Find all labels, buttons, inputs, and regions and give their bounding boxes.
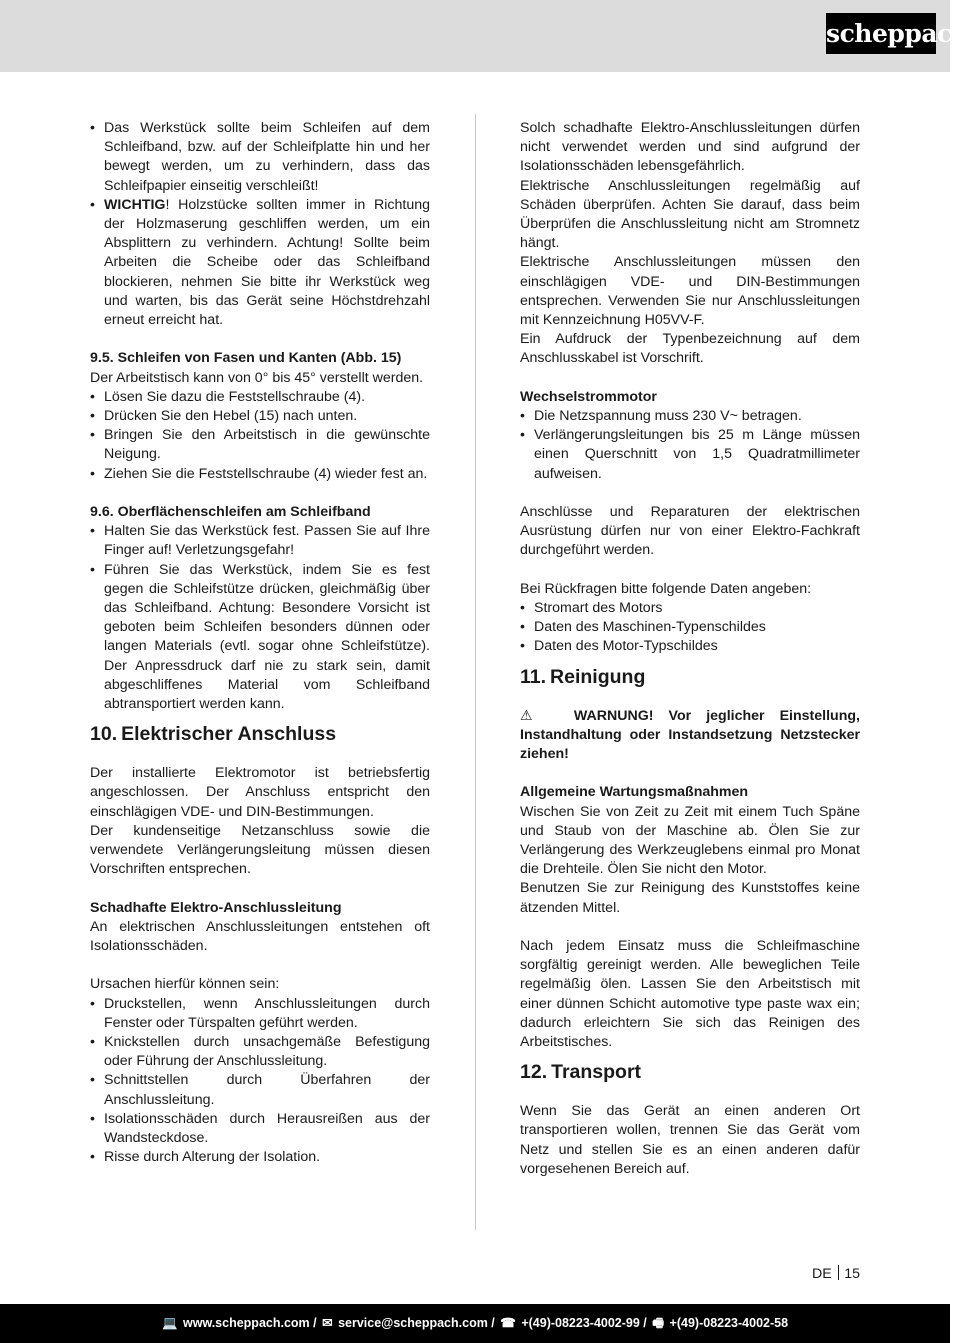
damaged-cable-title: Schadhafte Elektro-Anschlussleitung (90, 899, 342, 916)
section-10-paragraph: Der installierte Elektromotor ist betriebsfertig angeschlossen. Der Anschluss entspricht den einschlägigen VDE- und DIN-Bestimmungen. (90, 765, 430, 820)
cable-paragraph: Ein Aufdruck der Typenbezeichnung auf dem Anschlusskabel ist Vorschrift. (520, 331, 860, 367)
website-link[interactable]: www.scheppach.com / (183, 1316, 317, 1330)
list-item: • Die Netzspannung muss 230 V~ betragen. (520, 407, 860, 426)
query-intro: Bei Rückfragen bitte folgende Daten angeben: (520, 580, 812, 597)
section-9-5-intro: Der Arbeitstisch kann von 0° bis 45° verstellt werden. (90, 369, 424, 386)
cable-paragraph: Elektrische Anschlussleitungen müssen den einschlägigen VDE- und DIN-Bestimmungen entsprechen. Verwenden Sie nur Anschlussleitungen mit Kennzeichnung H05VV-F. (520, 254, 860, 329)
list-item: • Stromart des Motors (520, 599, 860, 618)
section-11-number: 11. (520, 665, 547, 688)
column-divider (475, 114, 476, 1230)
list-item: • Ziehen Sie die Feststellschraube (4) wieder fest an. (90, 465, 430, 484)
fax-icon: 🖷 (652, 1316, 665, 1330)
list-item: • Daten des Motor-Typschildes (520, 637, 860, 656)
list-item: • Bringen Sie den Arbeitstisch in die gewünschte Neigung. (90, 426, 430, 464)
email-link[interactable]: service@scheppach.com / (338, 1316, 495, 1330)
list-item: • Schnittstellen durch Überfahren der Anschlussleitung. (90, 1071, 430, 1109)
list-item: • Verlängerungsleitungen bis 25 m Länge müssen einen Querschnitt von 1,5 Quadratmillimeter aufweisen. (520, 426, 860, 484)
warning-text: ⚠ WARNUNG! Vor jeglicher Einstellung, Instandhaltung oder Instandsetzung Netzstecker ziehen! (520, 707, 860, 763)
section-11-heading (520, 664, 860, 690)
list-item: • Isolationsschäden durch Herausreißen aus der Wandsteckdose. (90, 1110, 430, 1148)
section-9-6-list (90, 522, 430, 714)
fax-number: +(49)-08223-4002-58 (669, 1316, 789, 1330)
cable-paragraph: Elektrische Anschlussleitungen regelmäßig auf Schäden überprüfen. Achten Sie darauf, dass beim Überprüfen die Anschlussleitung nicht am Stromnetz hängt. (520, 177, 860, 252)
section-12-heading (520, 1059, 860, 1085)
list-item: • WICHTIG! Holzstücke sollten immer in Richtung der Holzmaserung geschliffen werden, um ein Absplittern zu verhindern. Achtung! Sollte beim Arbeiten die Scheibe oder das Schleifband blockieren, nehmen Sie bitte ihr Werkstück weg und warten, bis das Gerät seine Höchstdrehzahl erneut erreicht hat. (90, 196, 430, 330)
query-list (520, 599, 860, 657)
section-11-title: Reinigung (550, 665, 646, 688)
wichtig-label: WICHTIG (104, 196, 166, 213)
list-item: • Druckstellen, wenn Anschlussleitungen durch Fenster oder Türspalten geführt werden. (90, 995, 430, 1033)
maintenance-paragraph: Wischen Sie von Zeit zu Zeit mit einem Tuch Späne und Staub von der Maschine ab. Ölen Sie zur Verlängerung des Werkzeuglebens einmal pro Monat die Drehteile. Ölen Sie nicht den Motor. (520, 803, 860, 878)
left-column (90, 119, 430, 1168)
causes-list (90, 995, 430, 1168)
section-9-5-list (90, 388, 430, 484)
mail-icon: ✉ (322, 1316, 333, 1330)
maintenance-paragraph: Benutzen Sie zur Reinigung des Kunststoffes keine ätzenden Mittel. (520, 880, 860, 916)
section-12-number: 12. (520, 1061, 548, 1084)
page-number (812, 1265, 860, 1283)
cable-paragraph: Solch schadhafte Elektro-Anschlussleitungen dürfen nicht verwendet werden und sind aufgrund der Isolationsschäden lebensgefährlich. (520, 120, 860, 175)
list-item: • Drücken Sie den Hebel (15) nach unten. (90, 407, 430, 426)
list-item: • Daten des Maschinen-Typenschildes (520, 618, 860, 637)
section-10-heading (90, 721, 430, 747)
list-item: • Lösen Sie dazu die Feststellschraube (4). (90, 388, 430, 407)
motor-list (520, 407, 860, 484)
section-10-title: Elektrischer Anschluss (121, 723, 337, 746)
language-code: DE (812, 1266, 832, 1282)
section-10-paragraph: Der kundenseitige Netzanschluss sowie die verwendete Verlängerungsleitung müssen diesen Vorschriften entsprechen. (90, 822, 430, 878)
section-9-5-title: 9.5. Schleifen von Fasen und Kanten (Abb. 15) (90, 350, 402, 367)
damaged-cable-paragraph: An elektrischen Anschlussleitungen entstehen oft Isolationsschäden. (90, 918, 430, 955)
warning-icon: ⚠ (520, 707, 544, 724)
repair-paragraph: Anschlüsse und Reparaturen der elektrischen Ausrüstung dürfen nur von einer Elektro-Fachkraft durchgeführt werden. (520, 504, 860, 559)
list-item: • Das Werkstück sollte beim Schleifen auf dem Schleifband, bzw. auf der Schleifplatte hin und her bewegt werden, um zu verhindern, dass das Schleifpapier einseitig verschleißt! (90, 119, 430, 196)
maintenance-title: Allgemeine Wartungsmaßnahmen (520, 784, 749, 801)
list-item: • Führen Sie das Werkstück, indem Sie es fest gegen die Schleifstütze drücken, gleichmäßig über das Schleifband. Achtung: Besondere Vorsicht ist geboten beim Schleifen besonders dünnen oder langen Materials (evtl. sogar ohne Schleifstütze). Der Anpressdruck darf nie zu stark sein, damit abgeschliffenes Material vom Schleifband abtransportiert werden kann. (90, 561, 430, 715)
computer-icon: 💻 (161, 1316, 178, 1330)
page-number-value: 15 (844, 1266, 860, 1282)
footer-bar (0, 1304, 950, 1343)
header-bar (0, 0, 969, 72)
maintenance-paragraph: Nach jedem Einsatz muss die Schleifmaschine sorgfältig gereinigt werden. Alle beweglichen Teile regelmäßig ölen. Lassen Sie den Arbeitstisch mit einer dünnen Schicht automotive type paste wax ein; dadurch erleichtern Sie sich das Reinigen des Arbeitstisches. (520, 938, 860, 1051)
transport-paragraph: Wenn Sie das Gerät an einen anderen Ort transportieren wollen, trennen Sie das Gerät vom Netz und stellen Sie es an einen anderen dafür vorgesehenen Bereich auf. (520, 1103, 860, 1177)
scheppach-logo: scheppach (826, 13, 936, 54)
intro-list (90, 119, 430, 330)
section-10-number: 10. (90, 723, 118, 746)
list-item: • Risse durch Alterung der Isolation. (90, 1148, 430, 1167)
list-item: • Halten Sie das Werkstück fest. Passen Sie auf Ihre Finger auf! Verletzungsgefahr! (90, 522, 430, 560)
phone-icon: ☎ (500, 1316, 516, 1330)
causes-intro: Ursachen hierfür können sein: (90, 976, 280, 993)
phone-number: +(49)-08223-4002-99 / (521, 1316, 647, 1330)
list-item: • Knickstellen durch unsachgemäße Befestigung oder Führung der Anschlussleitung. (90, 1033, 430, 1071)
motor-title: Wechselstrommotor (520, 388, 657, 405)
section-9-6-title: 9.6. Oberflächenschleifen am Schleifband (90, 504, 371, 521)
right-column (520, 119, 860, 1179)
section-12-title: Transport (551, 1061, 642, 1084)
